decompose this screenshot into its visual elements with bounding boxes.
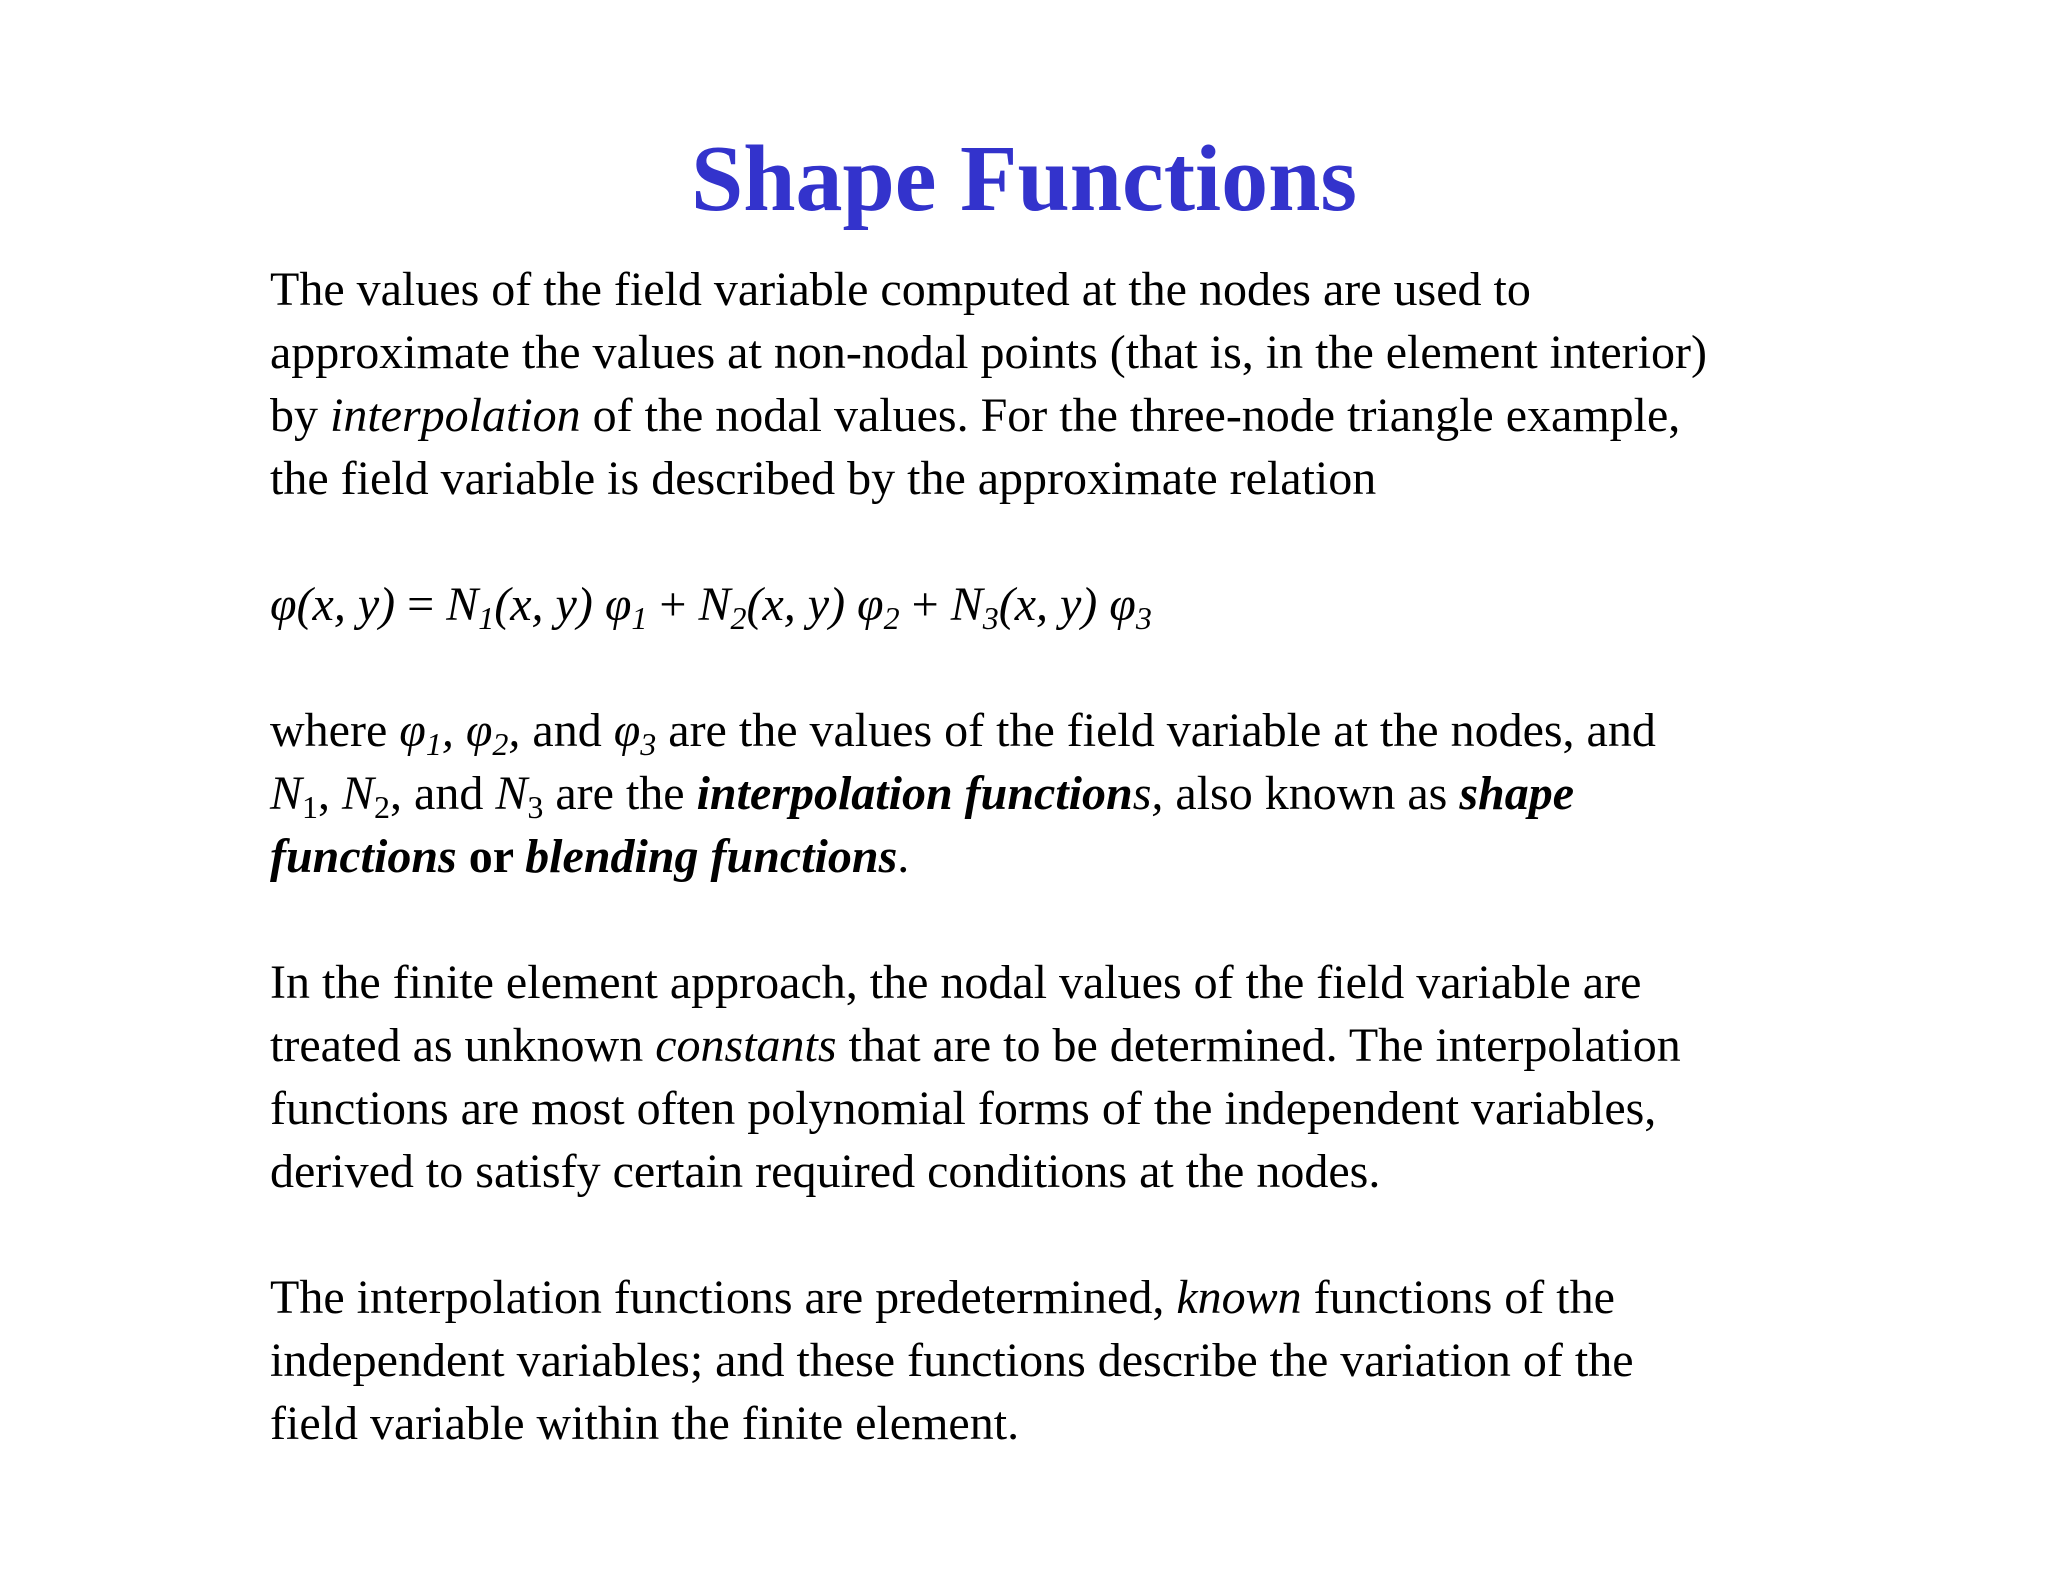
slide-title: Shape Functions xyxy=(690,127,1358,231)
text-line: The values of the field variable computed at the nodes are used to xyxy=(270,263,1531,316)
paragraph-shape-function-definition xyxy=(270,699,1870,888)
paragraph-finite-element-approach xyxy=(270,951,1870,1203)
text-line: In the finite element approach, the nodal values of the field variable are xyxy=(270,956,1642,1009)
text-line: functions or blending functions. xyxy=(270,830,910,883)
emphasis-known: known xyxy=(1176,1271,1302,1324)
term-interpolation-functions: interpolation function xyxy=(696,767,1133,820)
interpolation-equation: φ(x, $y) = N_1(x$, y) $\varphi_1 + N_2(x$, y) $\varphi_2 + N_3(x$, y) $\varphi_3$ xyxy=(270,578,1152,636)
text-line: derived to satisfy certain required conditions at the nodes. xyxy=(270,1145,1381,1198)
text-line: by interpolation of the nodal values. For the three-node triangle example, xyxy=(270,389,1681,442)
text-line: the field variable is described by the approximate relation xyxy=(270,452,1377,505)
text-line: The interpolation functions are predetermined, known functions of the xyxy=(270,1271,1615,1324)
term-shape: shape xyxy=(1459,767,1575,820)
text-line: treated as unknown constants that are to be determined. The interpolation xyxy=(270,1019,1681,1072)
text-line: independent variables; and these functions describe the variation of the xyxy=(270,1334,1634,1387)
term-blending-functions: blending functions xyxy=(525,830,898,883)
text-line: approximate the values at non-nodal points (that is, in the element interior) xyxy=(270,326,1707,379)
text-line: $N_1$, $N_2$, and $N_3$ are the interpolation functions, also known as shape xyxy=(270,767,1575,825)
emphasis-interpolation: interpolation xyxy=(330,389,581,442)
text-line: where $\varphi_1$, $\varphi_2$, and $\varphi_3$ are the values of the field variable at the nodes, and xyxy=(270,704,1656,762)
slide-content xyxy=(270,258,1870,1455)
emphasis-constants: constants xyxy=(655,1019,837,1072)
term-functions: functions xyxy=(270,830,457,883)
paragraph-known-functions xyxy=(270,1266,1870,1455)
text-line: field variable within the finite element. xyxy=(270,1397,1020,1450)
text-line: functions are most often polynomial forms of the independent variables, xyxy=(270,1082,1657,1135)
paragraph-interpolation-intro xyxy=(270,258,1870,510)
